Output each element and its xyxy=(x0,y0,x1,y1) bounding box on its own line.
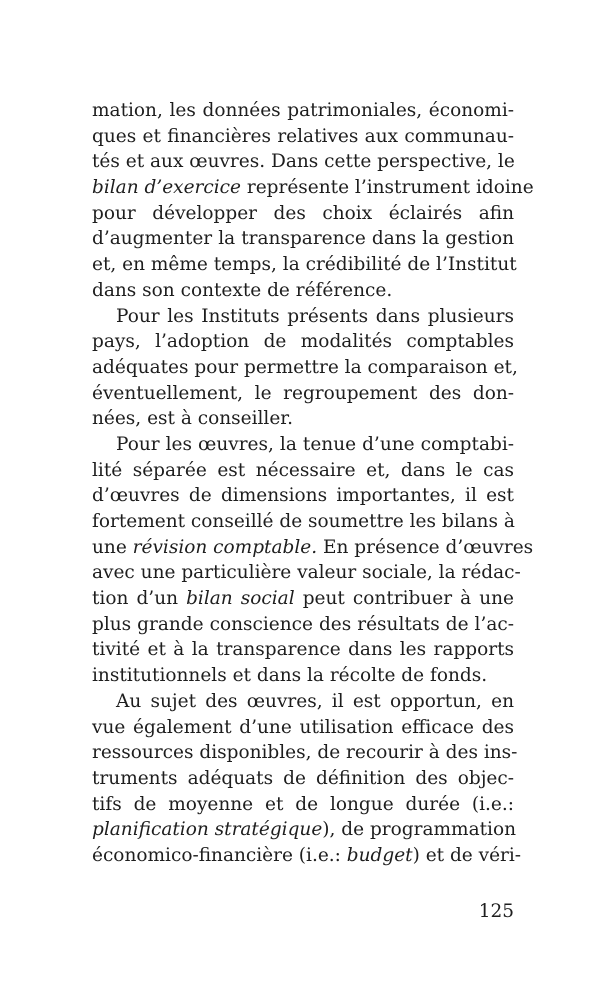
text-run: ques et financières relatives aux communau- xyxy=(92,125,514,147)
text-run: et, en même temps, la crédibilité de l’Institut xyxy=(92,254,517,276)
text-run: une xyxy=(92,536,133,558)
text-line xyxy=(92,406,514,432)
paragraph xyxy=(92,98,534,304)
text-line xyxy=(92,535,534,561)
text-line xyxy=(92,560,521,586)
text-line xyxy=(92,458,514,484)
text-line xyxy=(92,226,514,252)
text-run: d’œuvres de dimensions importantes, il est xyxy=(92,485,514,507)
text-line xyxy=(92,98,514,124)
text-run: truments adéquats de définition des objec- xyxy=(92,767,514,789)
text-line xyxy=(92,689,514,715)
text-line xyxy=(92,329,514,355)
text-run: tifs de moyenne et de longue durée (i.e.: xyxy=(92,793,514,815)
text-line xyxy=(92,663,514,689)
text-run: économico-financière (i.e.: xyxy=(92,844,347,866)
text-line xyxy=(92,381,514,407)
text-run: Pour les Instituts présents dans plusieurs xyxy=(116,305,514,327)
text-run: tés et aux œuvres. Dans cette perspective, le xyxy=(92,151,515,173)
text-run: avec une particulière valeur sociale, la rédac- xyxy=(92,562,521,584)
page-body xyxy=(92,98,534,869)
text-run: tion d’un xyxy=(92,588,187,610)
text-line xyxy=(92,483,514,509)
text-run: Pour les œuvres, la tenue d’une comptabi- xyxy=(116,433,514,455)
text-line xyxy=(92,612,514,638)
text-run: représente l’instrument idoine xyxy=(241,177,534,199)
text-line xyxy=(92,278,514,304)
text-run: ressources disponibles, de recourir à des ins- xyxy=(92,742,518,764)
text-line xyxy=(92,304,514,330)
text-run: dans son contexte de référence. xyxy=(92,279,393,301)
italic-text: bilan d’exercice xyxy=(92,177,241,199)
italic-text: budget xyxy=(346,844,413,866)
text-run: Au sujet des œuvres, il est opportun, en xyxy=(116,690,514,712)
text-line xyxy=(92,792,514,818)
text-run: lité séparée est nécessaire et, dans le cas xyxy=(92,459,514,481)
page-number: 125 xyxy=(478,901,514,922)
text-line xyxy=(92,149,514,175)
text-line xyxy=(92,432,514,458)
text-run: d’augmenter la transparence dans la gestion xyxy=(92,228,514,250)
text-run: nées, est à conseiller. xyxy=(92,408,293,430)
text-run: En présence d’œuvres xyxy=(317,536,534,558)
text-line xyxy=(92,175,534,201)
italic-text: planification stratégique xyxy=(92,819,323,841)
text-line xyxy=(92,766,514,792)
text-run: tivité et à la transparence dans les rapports xyxy=(92,639,514,661)
text-line xyxy=(92,124,514,150)
text-line xyxy=(92,586,514,612)
italic-text: bilan social xyxy=(186,588,295,610)
text-line xyxy=(92,252,517,278)
text-run: éventuellement, le regroupement des don- xyxy=(92,382,514,404)
text-run: peut contribuer à une xyxy=(294,588,514,610)
text-run: pays, l’adoption de modalités comptables xyxy=(92,331,514,353)
text-line xyxy=(92,817,517,843)
text-line xyxy=(92,715,514,741)
text-line xyxy=(92,843,522,869)
text-line xyxy=(92,637,514,663)
italic-text: révision comptable. xyxy=(132,536,318,558)
text-line xyxy=(92,509,514,535)
text-run: pour développer des choix éclairés afin xyxy=(92,202,514,224)
text-run: fortement conseillé de soumettre les bilans à xyxy=(92,511,515,532)
text-line xyxy=(92,740,518,766)
text-run: plus grande conscience des résultats de l’ac- xyxy=(92,613,514,635)
text-run: ) et de véri- xyxy=(412,844,522,866)
text-run: mation, les données patrimoniales, économi- xyxy=(92,100,514,121)
text-run: adéquates pour permettre la comparaison et, xyxy=(92,356,518,378)
text-run: ), de programmation xyxy=(322,819,517,841)
text-run: vue également d’une utilisation efficace des xyxy=(92,716,514,738)
text-run: institutionnels et dans la récolte de fonds. xyxy=(92,665,488,687)
paragraph xyxy=(92,689,522,869)
paragraph xyxy=(92,304,518,432)
text-line xyxy=(92,355,518,381)
text-line xyxy=(92,201,514,227)
paragraph xyxy=(92,432,534,689)
